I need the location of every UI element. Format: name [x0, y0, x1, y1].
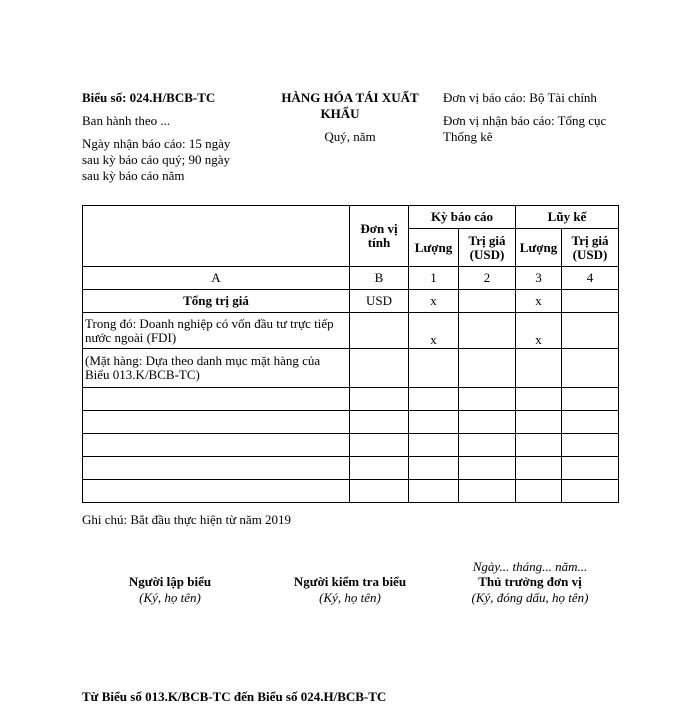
receipt-deadline-1: Ngày nhận báo cáo: 15 ngày [82, 136, 231, 151]
receiving-unit-1: Đơn vị nhận báo cáo: Tổng cục [443, 113, 607, 128]
header-blank-cell [83, 206, 350, 267]
form-code: Biểu số: 024.H/BCB-TC [82, 90, 216, 105]
row-period-quantity: x [409, 313, 459, 349]
row-cumulative-quantity: x [516, 290, 562, 313]
preparer-title: Người lập biểu [128, 574, 212, 589]
date-line: Ngày... tháng... năm... [472, 559, 588, 574]
index-cell: 1 [409, 267, 459, 290]
receiving-unit-2: Thống kê [443, 129, 493, 144]
row-unit [350, 349, 409, 388]
head-hint: (Ký, đóng dấu, họ tên) [471, 590, 589, 605]
checker-title: Người kiểm tra biểu [293, 574, 407, 589]
row-period-value [459, 349, 516, 388]
period-value-header: Trị giá (USD) [459, 229, 516, 267]
report-period: Quý, năm [324, 129, 376, 144]
row-label-total: Tổng trị giá [83, 290, 350, 313]
issued-by: Ban hành theo ... [82, 113, 171, 128]
report-title-line2: KHẨU [320, 106, 360, 121]
index-cell: 2 [459, 267, 516, 290]
empty-row [83, 388, 619, 411]
cumulative-quantity-header: Lượng [516, 229, 562, 267]
row-period-value [459, 290, 516, 313]
row-cumulative-quantity: x [516, 313, 562, 349]
row-period-quantity: x [409, 290, 459, 313]
table-row [83, 290, 619, 313]
row-period-quantity [409, 349, 459, 388]
empty-row [83, 480, 619, 503]
row-cumulative-value [562, 349, 619, 388]
index-cell: A [83, 267, 350, 290]
head-title: Thủ trưởng đơn vị [478, 574, 582, 589]
report-table [82, 205, 619, 503]
index-cell: 4 [562, 267, 619, 290]
row-cumulative-value [562, 290, 619, 313]
receipt-deadline-2: sau kỳ báo cáo quý; 90 ngày [82, 152, 231, 167]
cumulative-header: Lũy kế [516, 206, 619, 229]
index-row [83, 267, 619, 290]
note: Ghi chú: Bắt đầu thực hiện từ năm 2019 [82, 512, 292, 527]
table-header-row-1 [83, 206, 619, 229]
row-cumulative-value [562, 313, 619, 349]
next-section-heading: Từ Biểu số 013.K/BCB-TC đến Biểu số 024.H/BCB-TC [82, 689, 387, 704]
row-unit [350, 313, 409, 349]
reporting-unit: Đơn vị báo cáo: Bộ Tài chính [443, 90, 597, 105]
table-row [83, 349, 619, 388]
index-cell: 3 [516, 267, 562, 290]
period-quantity-header: Lượng [409, 229, 459, 267]
empty-row [83, 411, 619, 434]
report-title-line1: HÀNG HÓA TÁI XUẤT [281, 90, 419, 105]
empty-row [83, 457, 619, 480]
cumulative-value-header: Trị giá (USD) [562, 229, 619, 267]
index-cell: B [350, 267, 409, 290]
row-label-fdi: Trong đó: Doanh nghiệp có vốn đầu tư trực tiếp nước ngoài (FDI) [83, 313, 350, 349]
preparer-hint: (Ký, họ tên) [139, 590, 201, 605]
row-unit: USD [350, 290, 409, 313]
receipt-deadline-3: sau kỳ báo cáo năm [82, 168, 185, 183]
empty-row [83, 434, 619, 457]
row-label-items: (Mặt hàng: Dựa theo danh mục mặt hàng của Biểu 013.K/BCB-TC) [83, 349, 350, 388]
table-row [83, 313, 619, 349]
unit-header: Đơn vị tính [350, 206, 409, 267]
checker-hint: (Ký, họ tên) [319, 590, 381, 605]
row-cumulative-quantity [516, 349, 562, 388]
period-header: Kỳ báo cáo [409, 206, 516, 229]
row-period-value [459, 313, 516, 349]
